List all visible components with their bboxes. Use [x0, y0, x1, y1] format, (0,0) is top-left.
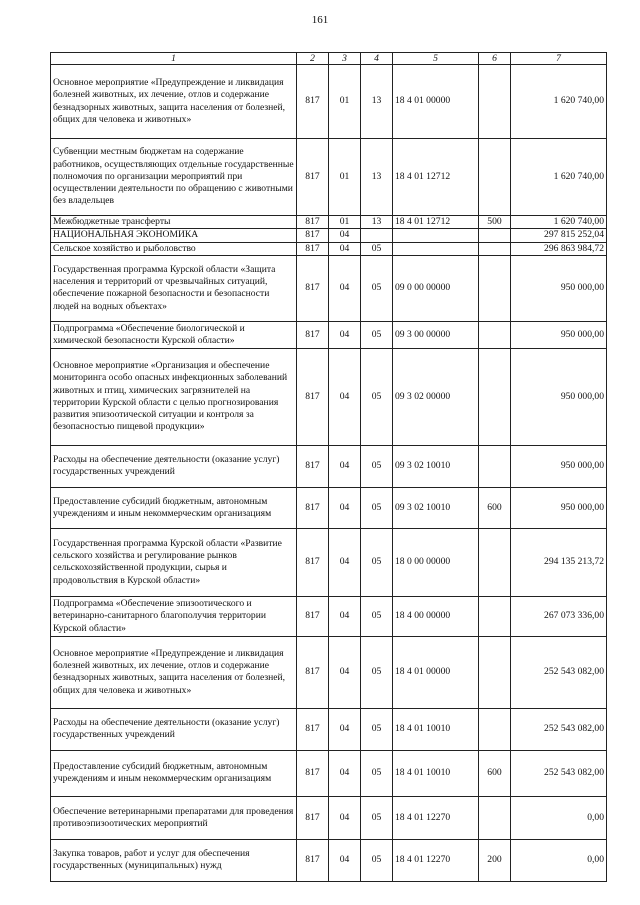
cell-sum: 252 543 082,00 — [511, 708, 607, 750]
cell-pr: 05 — [361, 445, 393, 487]
cell-ved: 817 — [297, 796, 329, 839]
table-row — [51, 321, 607, 348]
cell-csr: 18 4 01 00000 — [393, 65, 479, 139]
cell-vr — [479, 528, 511, 596]
cell-ved: 817 — [297, 242, 329, 255]
cell-vr: 200 — [479, 839, 511, 881]
cell-pr: 05 — [361, 528, 393, 596]
cell-pr: 05 — [361, 796, 393, 839]
cell-vr: 500 — [479, 216, 511, 229]
cell-vr — [479, 596, 511, 636]
cell-sum: 950 000,00 — [511, 255, 607, 321]
cell-csr: 18 4 01 12270 — [393, 839, 479, 881]
cell-rz: 04 — [329, 528, 361, 596]
row-name: Основное мероприятие «Предупреждение и ликвидация болезней животных, их лечение, отлов и содержание безнадзорных животных, защита населения от болезней, общих для человека и животных» — [51, 65, 297, 139]
cell-rz: 04 — [329, 596, 361, 636]
cell-pr — [361, 229, 393, 242]
cell-ved: 817 — [297, 636, 329, 708]
cell-vr — [479, 796, 511, 839]
table-row — [51, 348, 607, 445]
cell-vr — [479, 348, 511, 445]
table-row — [51, 216, 607, 229]
cell-sum: 294 135 213,72 — [511, 528, 607, 596]
table-row — [51, 242, 607, 255]
cell-sum: 1 620 740,00 — [511, 65, 607, 139]
row-name: Расходы на обеспечение деятельности (оказание услуг) государственных учреждений — [51, 708, 297, 750]
cell-ved: 817 — [297, 596, 329, 636]
row-name: Основное мероприятие «Предупреждение и ликвидация болезней животных, их лечение, отлов и содержание безнадзорных животных, защита населения от болезней, общих для человека и животных» — [51, 636, 297, 708]
table-row — [51, 636, 607, 708]
row-name: Межбюджетные трансферты — [51, 216, 297, 229]
column-header: 7 — [511, 53, 607, 65]
cell-ved: 817 — [297, 445, 329, 487]
cell-ved: 817 — [297, 839, 329, 881]
cell-rz: 04 — [329, 255, 361, 321]
row-name: Предоставление субсидий бюджетным, автономным учреждениям и иным некоммерческим организациям — [51, 750, 297, 796]
row-name: Обеспечение ветеринарными препаратами для проведения противоэпизоотических мероприятий — [51, 796, 297, 839]
cell-rz: 04 — [329, 445, 361, 487]
cell-sum: 1 620 740,00 — [511, 216, 607, 229]
cell-csr: 18 4 01 10010 — [393, 708, 479, 750]
row-name: НАЦИОНАЛЬНАЯ ЭКОНОМИКА — [51, 229, 297, 242]
cell-rz: 04 — [329, 242, 361, 255]
cell-vr — [479, 65, 511, 139]
cell-ved: 817 — [297, 528, 329, 596]
cell-sum: 252 543 082,00 — [511, 750, 607, 796]
column-header: 6 — [479, 53, 511, 65]
cell-csr: 18 4 01 10010 — [393, 750, 479, 796]
cell-pr: 05 — [361, 242, 393, 255]
cell-sum: 950 000,00 — [511, 348, 607, 445]
row-name: Расходы на обеспечение деятельности (оказание услуг) государственных учреждений — [51, 445, 297, 487]
table-row — [51, 255, 607, 321]
cell-sum: 0,00 — [511, 839, 607, 881]
cell-csr: 18 4 01 12712 — [393, 139, 479, 216]
cell-vr: 600 — [479, 487, 511, 528]
cell-vr — [479, 229, 511, 242]
cell-sum: 950 000,00 — [511, 445, 607, 487]
table-header-row — [51, 53, 607, 65]
cell-vr — [479, 445, 511, 487]
table-row — [51, 528, 607, 596]
cell-rz: 04 — [329, 750, 361, 796]
cell-pr: 13 — [361, 139, 393, 216]
cell-rz: 01 — [329, 139, 361, 216]
cell-csr — [393, 229, 479, 242]
cell-ved: 817 — [297, 708, 329, 750]
cell-vr — [479, 242, 511, 255]
cell-sum: 267 073 336,00 — [511, 596, 607, 636]
row-name: Основное мероприятие «Организация и обеспечение мониторинга особо опасных инфекционных заболеваний животных и птиц, химических загрязнителей на территории Курской области с целью прогнозирования развития эпизоотической ситуации и контроля за безопасностью пищевой продукции» — [51, 348, 297, 445]
cell-rz: 04 — [329, 796, 361, 839]
cell-sum: 0,00 — [511, 796, 607, 839]
table-row — [51, 65, 607, 139]
cell-vr — [479, 139, 511, 216]
cell-sum: 1 620 740,00 — [511, 139, 607, 216]
cell-csr: 18 4 00 00000 — [393, 596, 479, 636]
cell-rz: 01 — [329, 216, 361, 229]
table-row — [51, 445, 607, 487]
cell-sum: 252 543 082,00 — [511, 636, 607, 708]
cell-ved: 817 — [297, 139, 329, 216]
cell-pr: 05 — [361, 596, 393, 636]
budget-table — [50, 52, 607, 882]
cell-pr: 13 — [361, 216, 393, 229]
cell-vr — [479, 708, 511, 750]
cell-pr: 05 — [361, 255, 393, 321]
cell-vr — [479, 321, 511, 348]
table-row — [51, 839, 607, 881]
cell-ved: 817 — [297, 229, 329, 242]
cell-pr: 05 — [361, 750, 393, 796]
cell-rz: 04 — [329, 229, 361, 242]
cell-pr: 05 — [361, 348, 393, 445]
row-name: Подпрограмма «Обеспечение эпизоотического и ветеринарно-санитарного благополучия территории Курской области» — [51, 596, 297, 636]
page-number: 161 — [311, 14, 329, 26]
cell-csr: 09 3 02 00000 — [393, 348, 479, 445]
column-header: 5 — [393, 53, 479, 65]
cell-csr: 09 3 02 10010 — [393, 445, 479, 487]
table-row — [51, 750, 607, 796]
cell-rz: 04 — [329, 839, 361, 881]
cell-csr: 18 4 01 12712 — [393, 216, 479, 229]
cell-rz: 04 — [329, 487, 361, 528]
cell-vr — [479, 255, 511, 321]
cell-pr: 13 — [361, 65, 393, 139]
cell-csr — [393, 242, 479, 255]
cell-rz: 04 — [329, 708, 361, 750]
cell-vr: 600 — [479, 750, 511, 796]
table-row — [51, 139, 607, 216]
cell-pr: 05 — [361, 708, 393, 750]
cell-sum: 296 863 984,72 — [511, 242, 607, 255]
cell-csr: 09 3 00 00000 — [393, 321, 479, 348]
row-name: Субвенции местным бюджетам на содержание работников, осуществляющих отдельные государственные полномочия по организации мероприятий при осуществлении деятельности по обращению с животными без владельцев — [51, 139, 297, 216]
cell-ved: 817 — [297, 216, 329, 229]
table-row — [51, 796, 607, 839]
cell-rz: 04 — [329, 348, 361, 445]
cell-ved: 817 — [297, 348, 329, 445]
cell-pr: 05 — [361, 321, 393, 348]
table-row — [51, 487, 607, 528]
cell-sum: 950 000,00 — [511, 321, 607, 348]
cell-ved: 817 — [297, 65, 329, 139]
table-row — [51, 229, 607, 242]
table-row — [51, 596, 607, 636]
row-name: Закупка товаров, работ и услуг для обеспечения государственных (муниципальных) нужд — [51, 839, 297, 881]
cell-csr: 09 3 02 10010 — [393, 487, 479, 528]
cell-pr: 05 — [361, 636, 393, 708]
cell-ved: 817 — [297, 750, 329, 796]
cell-pr: 05 — [361, 487, 393, 528]
column-header: 2 — [297, 53, 329, 65]
column-header: 4 — [361, 53, 393, 65]
cell-ved: 817 — [297, 321, 329, 348]
row-name: Государственная программа Курской области «Защита населения и территорий от чрезвычайных ситуаций, обеспечение пожарной безопасности и безопасности людей на водных объектах» — [51, 255, 297, 321]
cell-csr: 18 0 00 00000 — [393, 528, 479, 596]
cell-pr: 05 — [361, 839, 393, 881]
column-header: 3 — [329, 53, 361, 65]
cell-sum: 950 000,00 — [511, 487, 607, 528]
cell-csr: 18 4 01 12270 — [393, 796, 479, 839]
row-name: Государственная программа Курской области «Развитие сельского хозяйства и регулирование рынков сельскохозяйственной продукции, сырья и продовольствия в Курской области» — [51, 528, 297, 596]
row-name: Сельское хозяйство и рыболовство — [51, 242, 297, 255]
cell-sum: 297 815 252,04 — [511, 229, 607, 242]
row-name: Предоставление субсидий бюджетным, автономным учреждениям и иным некоммерческим организациям — [51, 487, 297, 528]
cell-rz: 04 — [329, 636, 361, 708]
cell-rz: 04 — [329, 321, 361, 348]
cell-csr: 18 4 01 00000 — [393, 636, 479, 708]
cell-rz: 01 — [329, 65, 361, 139]
cell-ved: 817 — [297, 487, 329, 528]
cell-ved: 817 — [297, 255, 329, 321]
table-row — [51, 708, 607, 750]
column-header: 1 — [51, 53, 297, 65]
row-name: Подпрограмма «Обеспечение биологической и химической безопасности Курской области» — [51, 321, 297, 348]
cell-csr: 09 0 00 00000 — [393, 255, 479, 321]
cell-vr — [479, 636, 511, 708]
